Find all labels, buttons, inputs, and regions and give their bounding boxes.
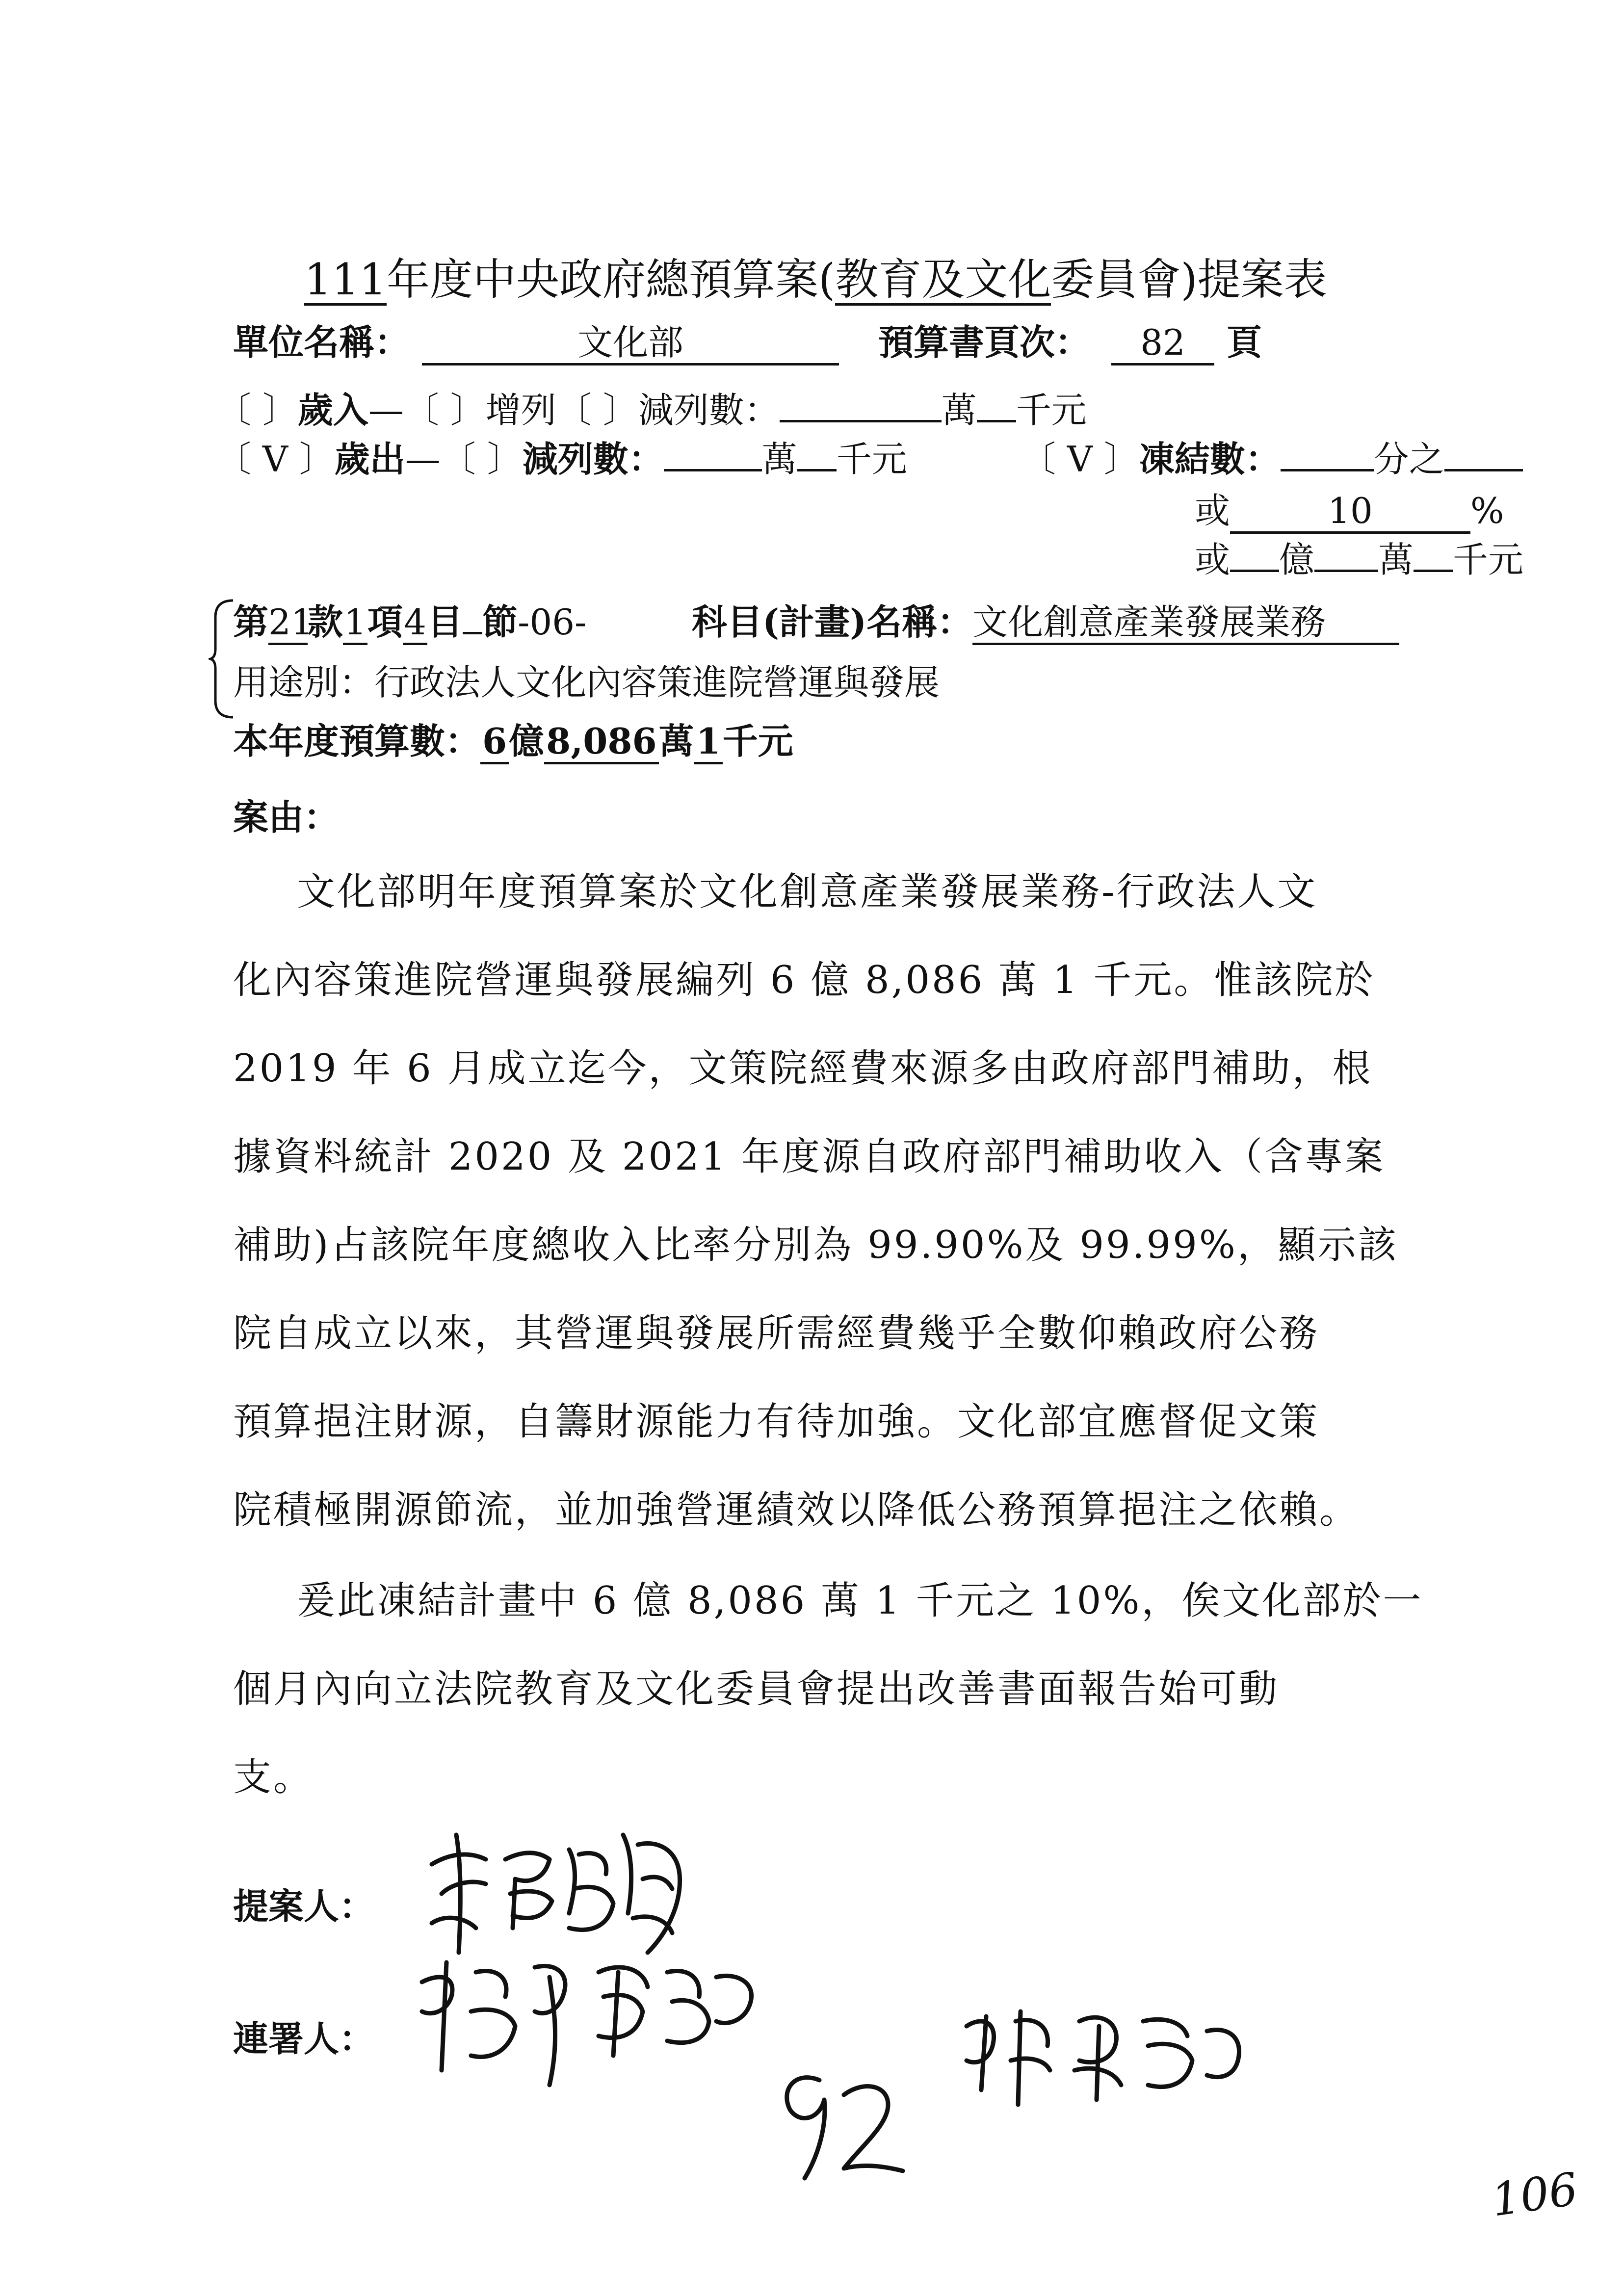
page-suffix: 頁 [1227, 321, 1262, 363]
revenue-wan: 萬 [941, 390, 977, 431]
title-committee: 教育及文化 [835, 254, 1051, 305]
item-jie-label: 節 [482, 601, 518, 643]
item-jie-blank [463, 629, 482, 634]
freeze-percent-value: 10 [1230, 493, 1470, 534]
proposer-label: 提案人： [233, 1885, 375, 1927]
expense-qian-blank [797, 466, 837, 471]
item-subject [692, 601, 1399, 645]
body-line-8: 院積極開源節流，並加強營運績效以降低公務預算挹注之依賴。 [233, 1488, 1360, 1532]
freeze-yi: 億 [1279, 539, 1315, 580]
revenue-inc-label: 增列 [485, 390, 556, 431]
item-subject-label: 科目(計畫)名稱： [692, 601, 973, 643]
freeze-wan: 萬 [1378, 539, 1414, 580]
reason-label: 案由： [233, 796, 340, 838]
expense-dec-blank [664, 466, 762, 471]
expense-label: 歲出 [334, 438, 405, 480]
title-text-after: 委員會)提案表 [1051, 254, 1327, 305]
freeze-percent-sign: % [1470, 490, 1504, 531]
freeze-or-2: 或 [1195, 539, 1231, 580]
cosigner-label: 連署人： [233, 2018, 375, 2060]
budget-qian-value: 1 [694, 724, 723, 764]
body-line-4: 據資料統計 2020 及 2021 年度源自政府部門補助收入（含專案 [233, 1135, 1386, 1179]
expense-row [216, 438, 907, 480]
revenue-dec-label: 減列數： [638, 390, 780, 431]
body-line-7: 預算挹注財源，自籌財源能力有待加強。文化部宜應督促文策 [233, 1400, 1320, 1444]
item-xiang: 1 [343, 604, 367, 645]
expense-wan: 萬 [761, 439, 797, 480]
body-line-5: 補助)占該院年度總收入比率分別為 99.90%及 99.99%，顯示該 [233, 1223, 1398, 1267]
revenue-qian-blank [977, 417, 1016, 422]
revenue-label: 歲入 [297, 389, 368, 431]
revenue-inc-check: 〔 〕 [403, 390, 486, 431]
revenue-dash: — [368, 390, 404, 431]
title-year: 111 [304, 254, 387, 305]
item-row [233, 601, 587, 645]
budget-qian-label: 千元 [722, 720, 793, 762]
form-title [304, 245, 1327, 307]
budget-wan-value: 8,086 [544, 724, 658, 764]
revenue-qian-yuan: 千元 [1016, 390, 1087, 431]
budget-label: 本年度預算數： [233, 720, 481, 762]
unit-label: 單位名稱： [233, 321, 410, 363]
budget-yi-value: 6 [480, 724, 509, 764]
body-line-3: 2019 年 6 月成立迄今，文策院經費來源多由政府部門補助，根 [233, 1046, 1373, 1091]
freeze-qian-blank [1414, 567, 1453, 572]
page-value: 82 [1111, 325, 1214, 365]
item-jie-code: -06- [518, 601, 587, 643]
budget-yi-label: 億 [509, 720, 545, 762]
item-di: 第 [233, 601, 269, 643]
revenue-dec-blank [780, 417, 942, 422]
revenue-check-box: 〔 〕 [216, 390, 298, 431]
revenue-row [216, 389, 1087, 431]
item-subject-value: 文化創意產業發展業務 [972, 604, 1399, 645]
body-line-10: 個月內向立法院教育及文化委員會提出改善書面報告始可動 [233, 1667, 1280, 1711]
item-usage: 用途別：行政法人文化內容策進院營運與發展 [233, 662, 940, 703]
freeze-amount-row [1195, 539, 1524, 580]
expense-qian-yuan: 千元 [836, 439, 907, 480]
body-line-9: 爰此凍結計畫中 6 億 8,086 萬 1 千元之 10%，俟文化部於一 [297, 1579, 1423, 1623]
body-line-1: 文化部明年度預算案於文化創意產業發展業務-行政法人文 [297, 870, 1318, 914]
expense-dec-label: 減列數： [522, 438, 664, 480]
unit-value: 文化部 [422, 325, 839, 365]
budget-wan-label: 萬 [658, 720, 694, 762]
freeze-row [1021, 438, 1523, 480]
page-label: 預算書頁次： [878, 321, 1091, 363]
freeze-label: 凍結數： [1139, 438, 1281, 480]
cosigner-signature-2 [952, 1992, 1256, 2119]
expense-dec-check: 〔 〕 [440, 439, 523, 480]
item-xiang-label: 項 [367, 601, 403, 643]
page-number: 106 [1488, 2163, 1581, 2227]
freeze-fraction-label: 分之 [1373, 439, 1444, 480]
title-text-before: 年度中央政府總預算案( [386, 254, 836, 305]
freeze-yi-blank [1230, 567, 1279, 572]
budget-row [233, 720, 793, 764]
freeze-percent-row [1195, 490, 1504, 534]
freeze-qian-yuan: 千元 [1453, 539, 1524, 580]
freeze-check-box: 〔 V 〕 [1021, 439, 1139, 480]
item-kuan-label: 款 [308, 601, 343, 643]
body-line-2: 化內容策進院營運與發展編列 6 億 8,086 萬 1 千元。惟該院於 [233, 958, 1375, 1002]
body-line-6: 院自成立以來，其營運與發展所需經費幾乎全數仰賴政府公務 [233, 1311, 1320, 1356]
body-line-11: 支。 [233, 1755, 314, 1800]
item-kuan: 21 [268, 604, 308, 645]
expense-dash: — [405, 439, 441, 480]
freeze-or-1: 或 [1195, 490, 1231, 531]
freeze-denominator-blank [1281, 466, 1374, 471]
item-mu: 4 [403, 604, 427, 645]
item-mu-label: 目 [427, 601, 463, 643]
freeze-wan-blank [1314, 567, 1378, 572]
cosigner-number-92 [765, 2061, 913, 2188]
revenue-dec-check: 〔 〕 [556, 390, 638, 431]
expense-check-box: 〔 V 〕 [216, 439, 335, 480]
freeze-numerator-blank [1444, 466, 1523, 471]
